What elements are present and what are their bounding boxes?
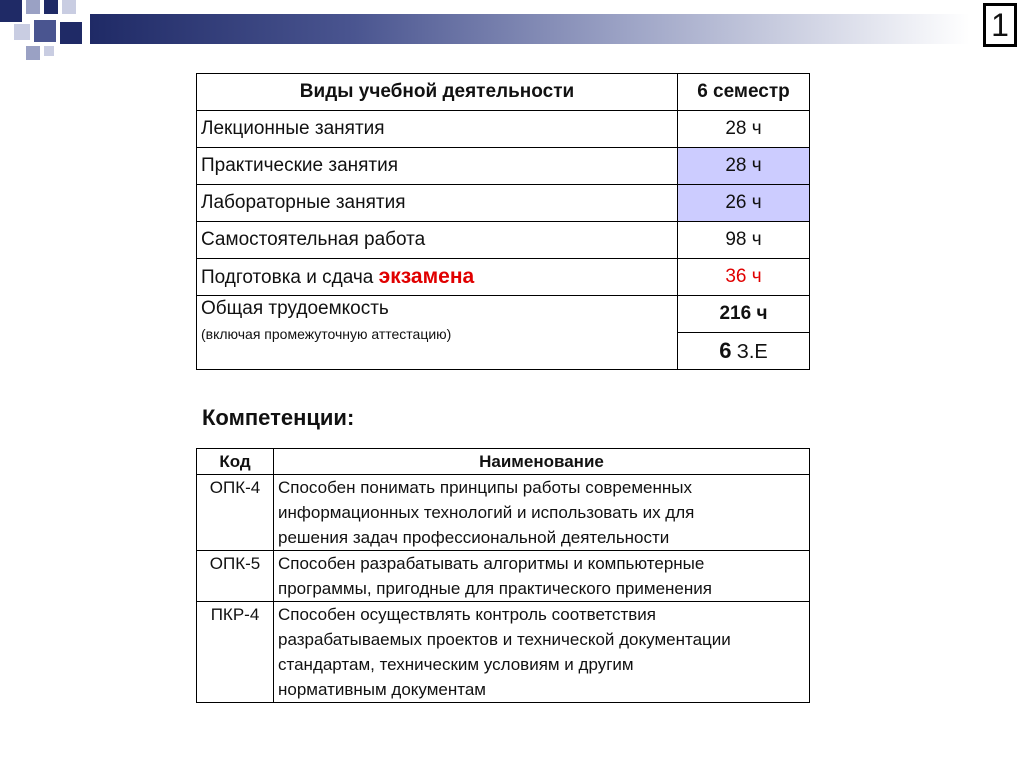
description-line: программы, пригодные для практического применения <box>278 579 712 598</box>
table-row <box>197 222 810 259</box>
description-line: стандартам, техническим условиям и другим <box>278 655 634 674</box>
description-line: решения задач профессиональной деятельности <box>278 528 670 547</box>
header-gradient-bar <box>90 14 970 44</box>
credits-unit: З.Е <box>736 341 768 363</box>
page-number-box <box>983 3 1017 47</box>
credits-cell <box>678 333 810 370</box>
code-cell: ОПК-4 <box>197 475 274 551</box>
description-line: разрабатываемых проектов и технической документации <box>278 630 731 649</box>
description-cell <box>274 551 810 602</box>
activity-text: Подготовка и сдача <box>201 267 374 288</box>
description-cell <box>274 602 810 703</box>
activity-cell: Практические занятия <box>197 148 678 185</box>
description-line: нормативным документам <box>278 680 486 699</box>
credits-number: 6 <box>719 338 732 363</box>
table-row <box>197 551 810 602</box>
activity-cell <box>197 259 678 296</box>
hours-cell: 28 ч <box>678 111 810 148</box>
table-row <box>197 602 810 703</box>
header-activity: Виды учебной деятельности <box>197 74 678 111</box>
hours-cell: 28 ч <box>678 148 810 185</box>
table-row <box>197 259 810 296</box>
total-label: Общая трудоемкость <box>201 298 389 319</box>
header-name: Наименование <box>274 449 810 475</box>
activity-cell: Самостоятельная работа <box>197 222 678 259</box>
description-line: Способен осуществлять контроль соответствия <box>278 605 656 624</box>
activity-cell: Лабораторные занятия <box>197 185 678 222</box>
table-row <box>197 111 810 148</box>
total-row <box>197 296 810 333</box>
exam-emphasis: экзамена <box>378 265 475 288</box>
code-cell: ОПК-5 <box>197 551 274 602</box>
hours-cell: 98 ч <box>678 222 810 259</box>
header-code: Код <box>197 449 274 475</box>
description-line: Способен разрабатывать алгоритмы и компьютерные <box>278 554 705 573</box>
code-cell: ПКР-4 <box>197 602 274 703</box>
activity-cell: Лекционные занятия <box>197 111 678 148</box>
hours-cell: 26 ч <box>678 185 810 222</box>
hours-cell: 36 ч <box>678 259 810 296</box>
table-header-row <box>197 74 810 111</box>
table-header-row <box>197 449 810 475</box>
hours-table <box>196 73 810 370</box>
page-number: 1 <box>991 7 1009 43</box>
header-semester: 6 семестр <box>678 74 810 111</box>
competencies-title: Компетенции: <box>202 405 355 430</box>
description-cell <box>274 475 810 551</box>
total-note: (включая промежуточную аттестацию) <box>201 326 452 342</box>
table-row <box>197 185 810 222</box>
table-row <box>197 475 810 551</box>
description-line: информационных технологий и использовать их для <box>278 503 695 522</box>
total-hours-cell: 216 ч <box>678 296 810 333</box>
table-row <box>197 148 810 185</box>
total-label-cell <box>197 296 678 370</box>
description-line: Способен понимать принципы работы современных <box>278 478 692 497</box>
competencies-table <box>196 448 810 703</box>
